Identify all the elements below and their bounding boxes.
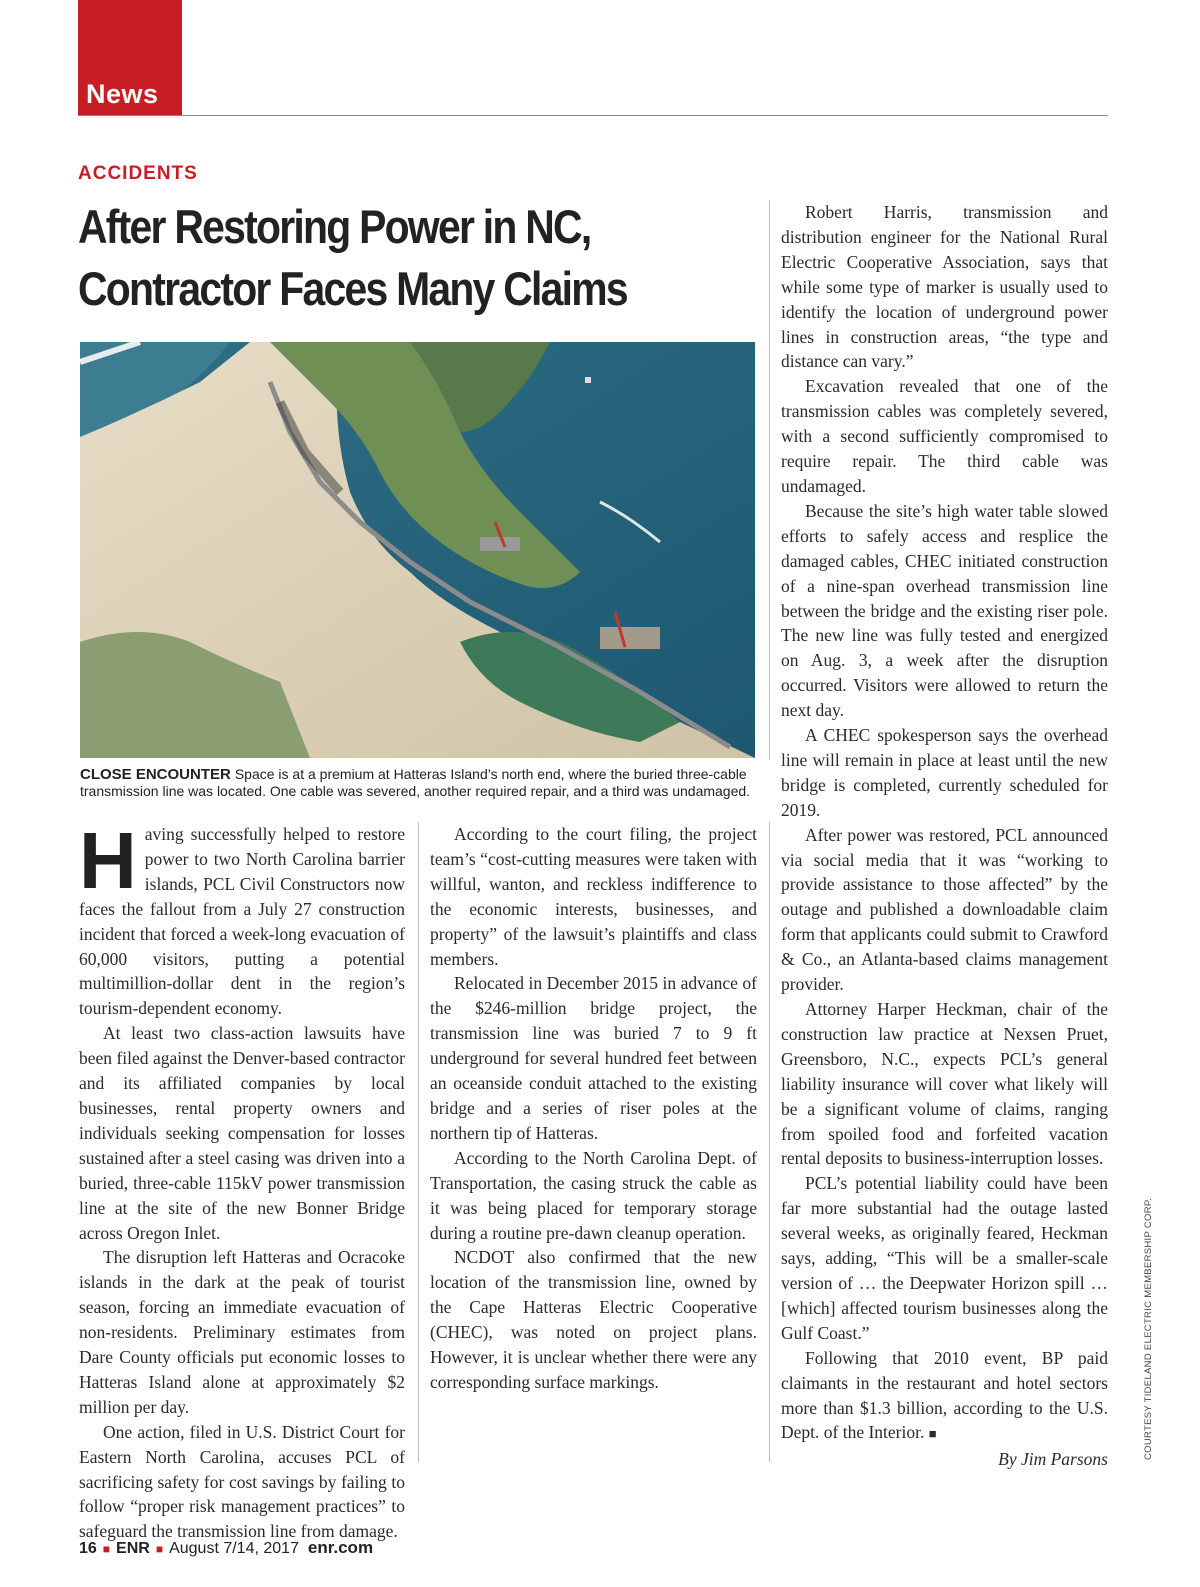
paragraph: The disruption left Hatteras and Ocracoke islands in the dark at the peak of tourist season, forcing an immediate evacuation of non-residents. Preliminary estimates from Dare County officials put economic losses to Hatteras Island alone at approximately $2 million per day. xyxy=(79,1247,405,1417)
photo-credit: COURTESY TIDELAND ELECTRIC MEMBERSHIP CORP. xyxy=(1143,1197,1154,1460)
photo-caption xyxy=(80,766,760,800)
section-label: ACCIDENTS xyxy=(78,163,198,184)
site-link[interactable]: enr.com xyxy=(307,1538,374,1557)
drop-cap: H xyxy=(79,816,137,905)
paragraph: Because the site’s high water table slowed efforts to safely access and resplice the damaged cables, CHEC initiated construction of a nine-span overhead transmission line between the bridge and the existing riser pole. The new line was fully tested and energized on Aug. 3, a week after the disruption occurred. Visitors were allowed to return the next day. xyxy=(781,500,1108,721)
separator: ■ xyxy=(102,1542,111,1556)
caption-lead: CLOSE ENCOUNTER xyxy=(80,766,231,783)
news-tag-label: News xyxy=(86,79,159,109)
byline: By Jim Parsons xyxy=(998,1449,1108,1470)
aerial-photo xyxy=(80,342,755,758)
article-column-2 xyxy=(430,822,757,1395)
paragraph: Excavation revealed that one of the transmission cables was completely severed, with a second sufficiently compromised to require repair. The third cable was undamaged. xyxy=(781,376,1108,496)
magazine-name: ENR xyxy=(116,1540,150,1557)
paragraph: After power was restored, PCL announced via social media that it was “working to provide assistance to those affected” by the outage and published a downloadable claim form that applicants could submit to Crawford & Co., an Atlanta-based claims management provider. xyxy=(781,824,1108,995)
paragraph: NCDOT also confirmed that the new location of the transmission line, owned by the Cape Hatteras Electric Cooperative (CHEC), was noted on project plans. However, it is unclear whether there were any corresponding surface markings. xyxy=(430,1247,757,1392)
page-footer xyxy=(79,1538,373,1558)
separator: ■ xyxy=(155,1542,164,1556)
article-column-1 xyxy=(79,816,405,1544)
paragraph: One action, filed in U.S. District Court for Eastern North Carolina, accuses PCL of sacrificing safety for cost savings by failing to follow “proper risk management practices” to safeguard the transmission line from damage. xyxy=(79,1421,405,1542)
paragraph: According to the North Carolina Dept. of Transportation, the casing struck the cable as it was being placed for temporary storage during a routine pre-dawn cleanup operation. xyxy=(430,1147,757,1243)
paragraph: According to the court filing, the project team’s “cost-cutting measures were taken with willful, wanton, and reckless indifference to the economic interests, businesses, and property” of the lawsuit’s plaintiffs and class members. xyxy=(430,824,757,969)
paragraph: PCL’s potential liability could have been far more substantial had the outage lasted several weeks, as originally feared, Heckman says, adding, “This will be a smaller-scale version of … the Deepwater Horizon spill … [which] affected tourism businesses along the Gulf Coast.” xyxy=(781,1173,1108,1343)
paragraph: A CHEC spokesperson says the overhead line will remain in place at least until the new bridge is completed, currently scheduled for 2019. xyxy=(781,725,1108,820)
column-divider xyxy=(769,200,770,760)
article-headline xyxy=(78,196,678,320)
paragraph: At least two class-action lawsuits have been filed against the Denver-based contractor and its affiliated companies by local businesses, rental property owners and individuals seeking compensation for losses sustained after a steel casing was driven into a buried, three-cable 115kV power transmission line at the site of the new Bonner Bridge across Oregon Inlet. xyxy=(79,1023,405,1243)
caption-text: Space is at a premium at Hatteras Island’s north end, where the buried three-cable transmission line was located. One cable was severed, another required repair, and a third was undamaged. xyxy=(80,766,751,799)
issue-date: August 7/14, 2017 xyxy=(169,1540,299,1557)
header-rule xyxy=(78,115,1108,116)
headline-line-1: After Restoring Power in NC, xyxy=(78,200,591,253)
paragraph: Robert Harris, transmission and distribution engineer for the National Rural Electric Cooperative Association, says that while some type of marker is usually used to identify the location of underground power lines in construction areas, “the type and distance can vary.” xyxy=(781,202,1108,372)
paragraph: Attorney Harper Heckman, chair of the construction law practice at Nexsen Pruet, Greensboro, N.C., expects PCL’s general liability insurance will cover what likely will be a significant volume of claims, ranging from spoiled food and forfeited vacation rental deposits to business-interruption losses. xyxy=(781,999,1108,1169)
end-mark: ■ xyxy=(928,1426,937,1442)
column-divider xyxy=(769,822,770,1462)
page-number: 16 xyxy=(79,1540,97,1557)
paragraph: Having successfully helped to restore power to two North Carolina barrier islands, PCL Civil Constructors now faces the fallout from a July 27 construction incident that forced a week-long evacuation of 60,000 visitors, putting a potential multimillion-dollar dent in the region’s tourism-dependent economy. xyxy=(79,816,405,1019)
column-divider xyxy=(418,822,419,1462)
headline-line-2: Contractor Faces Many Claims xyxy=(78,262,627,315)
paragraph: Following that 2010 event, BP paid claimants in the restaurant and hotel sectors more than $1.3 billion, according to the U.S. Dept. of the Interior. ■ xyxy=(781,1347,1108,1443)
paragraph: Relocated in December 2015 in advance of the $246-million bridge project, the transmission line was buried 7 to 9 ft underground for several hundred feet between an oceanside conduit attached to the existing bridge and a series of riser poles at the northern tip of Hatteras. xyxy=(430,973,757,1143)
article-column-3 xyxy=(781,200,1108,1472)
news-tag xyxy=(78,0,182,116)
